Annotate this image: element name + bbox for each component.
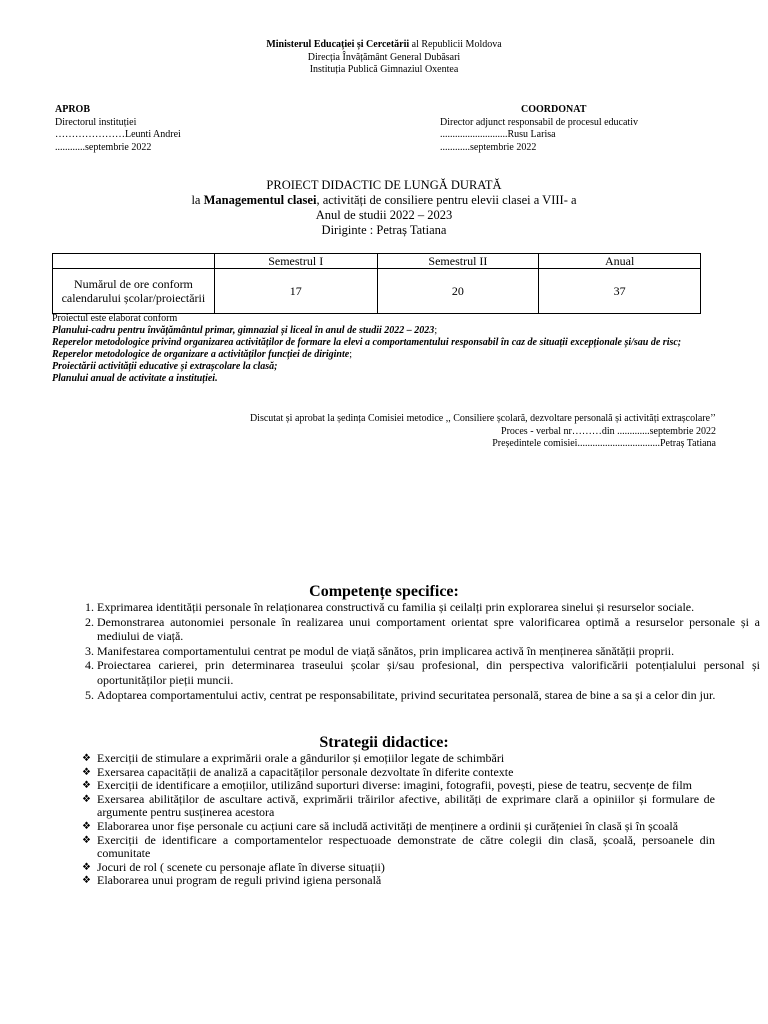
basis-item-suffix: ; <box>349 349 352 360</box>
project-basis <box>52 313 722 385</box>
strategy-item <box>82 874 715 888</box>
hours-table-header-semester-2: Semestrul II <box>377 254 539 269</box>
approval-president: Președintele comisiei.................................Petraș Tatiana <box>492 438 716 449</box>
document-header <box>0 39 768 77</box>
competence-item: 4. Proiectarea carierei, prin determinarea traseului școlar și/sau profesional, din perspectiva valorificării potențialului personal și oportunităților pieții muncii. <box>97 658 760 687</box>
institution-line: Instituția Publică Gimnaziul Oxentea <box>309 64 459 75</box>
diamond-bullet-icon: ❖ <box>82 753 91 764</box>
school-year: Anul de studii 2022 – 2023 <box>315 208 453 222</box>
strategy-text: Jocuri de rol ( scenete cu personaje aflate în diverse situații) <box>97 859 385 874</box>
strategy-item <box>82 752 715 766</box>
strategies-list <box>82 752 715 888</box>
subject-description: , activități de consiliere pentru elevii clasei a VIII- a <box>316 193 577 207</box>
competences-heading: Competențe specifice: <box>309 583 459 600</box>
approve-date: ............septembrie 2022 <box>55 141 152 153</box>
competence-item: 2. Demonstrarea autonomiei personale în realizarea unui comportament orientat spre valorificarea optimă a resurselor personale și a mediului de viață. <box>97 615 760 644</box>
hours-row-label: Numărul de ore conform calendarului școlar/proiectării <box>53 269 215 314</box>
basis-item-text: Planului-cadru pentru învățământul primar, gimnazial și liceal în anul de studii 2022 – 2023 <box>52 325 435 336</box>
approve-name: …………………Leunti Andrei <box>55 129 181 140</box>
coordinate-name: ...........................Rusu Larisa <box>440 129 556 140</box>
project-title: PROIECT DIDACTIC DE LUNGĂ DURATĂ <box>266 178 502 192</box>
hours-semester-1: 17 <box>214 269 377 314</box>
hours-table-header-empty <box>53 254 215 269</box>
strategy-item <box>82 766 715 780</box>
diamond-bullet-icon: ❖ <box>82 780 91 792</box>
strategy-text: Exerciții de identificare a comportamentelor respectuoade demonstrate de către colegii din clasă, școală, persoanele din comunitate <box>97 832 715 861</box>
basis-item: Proiectării activității educative și extrașcolare la clasă; <box>52 361 278 372</box>
strategy-item <box>82 834 715 861</box>
subject-prefix: la <box>191 193 204 207</box>
hours-table-row <box>53 269 701 314</box>
ministry-country: al Republicii Moldova <box>409 39 502 50</box>
competence-item: 1. Exprimarea identității personale în relaționarea constructivă cu familia și ceilalți prin explorarea sinelui și resurselor sociale. <box>97 600 760 615</box>
strategy-item <box>82 861 715 875</box>
strategy-item <box>82 793 715 820</box>
ministry-line <box>0 39 768 52</box>
diamond-bullet-icon: ❖ <box>82 793 91 805</box>
basis-item: Planului anual de activitate a instituției. <box>52 373 218 384</box>
strategies-heading: Strategii didactice: <box>319 734 449 751</box>
hours-table-header-semester-1: Semestrul I <box>214 254 377 269</box>
approval-discussion: Discutat și aprobat la ședința Comisiei metodice ,, Consiliere școlară, dezvoltare personală și activități extrașcolare’’ <box>249 413 716 424</box>
basis-item <box>52 349 722 361</box>
competence-item: 3. Manifestarea comportamentului centrat pe modul de viață sănătos, prin implicarea activă în menținerea sănătății proprii. <box>97 644 760 659</box>
strategy-text: Exerciții de identificare a emoțiilor, utilizând suporturi diverse: imagini, fotografii, povești, piese de teatru, secvențe de film <box>97 778 692 793</box>
approve-block <box>55 104 355 154</box>
strategy-item <box>82 820 715 834</box>
basis-item: Reperelor metodologice privind organizarea activităților de formare la elevi a comportamentului responsabil în caz de situații excepționale și/sau de risc; <box>52 337 682 348</box>
subject-name: Managementul clasei <box>203 193 317 207</box>
competences-list <box>52 600 760 702</box>
strategy-text: Elaborarea unui program de reguli privind igiena personală <box>97 873 382 888</box>
direction-line: Direcția Învățământ General Dubăsari <box>307 51 461 63</box>
approve-role: Directorul instituției <box>55 116 137 128</box>
coordinate-block <box>440 104 730 154</box>
coordinate-date: ............septembrie 2022 <box>440 141 537 153</box>
diamond-bullet-icon: ❖ <box>82 861 91 873</box>
approval-note <box>96 413 716 451</box>
hours-table-header-annual: Anual <box>539 254 701 269</box>
hours-table-header-row <box>53 254 701 269</box>
ministry-name: Ministerul Educației și Cercetării <box>266 39 410 50</box>
basis-item-text: Reperelor metodologice de organizare a activităților funcției de diriginte <box>52 349 350 360</box>
basis-intro: Proiectul este elaborat conform <box>52 313 178 324</box>
strategy-text: Exersarea abilităților de ascultare activă, exprimării trăirilor afective, abilități de exprimare clară a opiniilor și formulare de argumente pentru susținerea acestora <box>97 791 715 820</box>
diamond-bullet-icon: ❖ <box>82 766 91 778</box>
basis-item-suffix: ; <box>434 325 438 336</box>
competence-item: 5. Adoptarea comportamentului activ, centrat pe responsabilitate, privind securitatea personală, starea de bine a sa și a celor din jur. <box>97 688 760 703</box>
diamond-bullet-icon: ❖ <box>82 875 91 887</box>
approval-protocol: Proces - verbal nr………din .............septembrie 2022 <box>501 425 716 437</box>
basis-item <box>52 325 722 337</box>
coordinate-title: COORDONAT <box>521 104 587 115</box>
diamond-bullet-icon: ❖ <box>82 820 91 832</box>
hours-semester-2: 20 <box>377 269 539 314</box>
hours-table <box>52 253 701 314</box>
class-teacher: Diriginte : Petraș Tatiana <box>321 223 447 237</box>
hours-annual: 37 <box>539 269 701 314</box>
approve-title: APROB <box>55 104 90 115</box>
strategy-item <box>82 779 715 793</box>
project-subject-line <box>0 193 768 208</box>
diamond-bullet-icon: ❖ <box>82 834 91 846</box>
project-title-block <box>0 178 768 238</box>
strategy-text: Exerciții de stimulare a exprimării orale a gândurilor și emoțiilor legate de schimbări <box>97 751 505 765</box>
strategy-text: Elaborarea unor fișe personale cu acțiuni care să includă activități de menținere a ordinii și curățeniei în clasă și în școală <box>97 818 679 833</box>
strategy-text: Exersarea capacității de analiză a capacităților personale dezvoltate în diferite contexte <box>97 764 514 779</box>
coordinate-role: Director adjunct responsabil de procesul educativ <box>440 116 638 128</box>
